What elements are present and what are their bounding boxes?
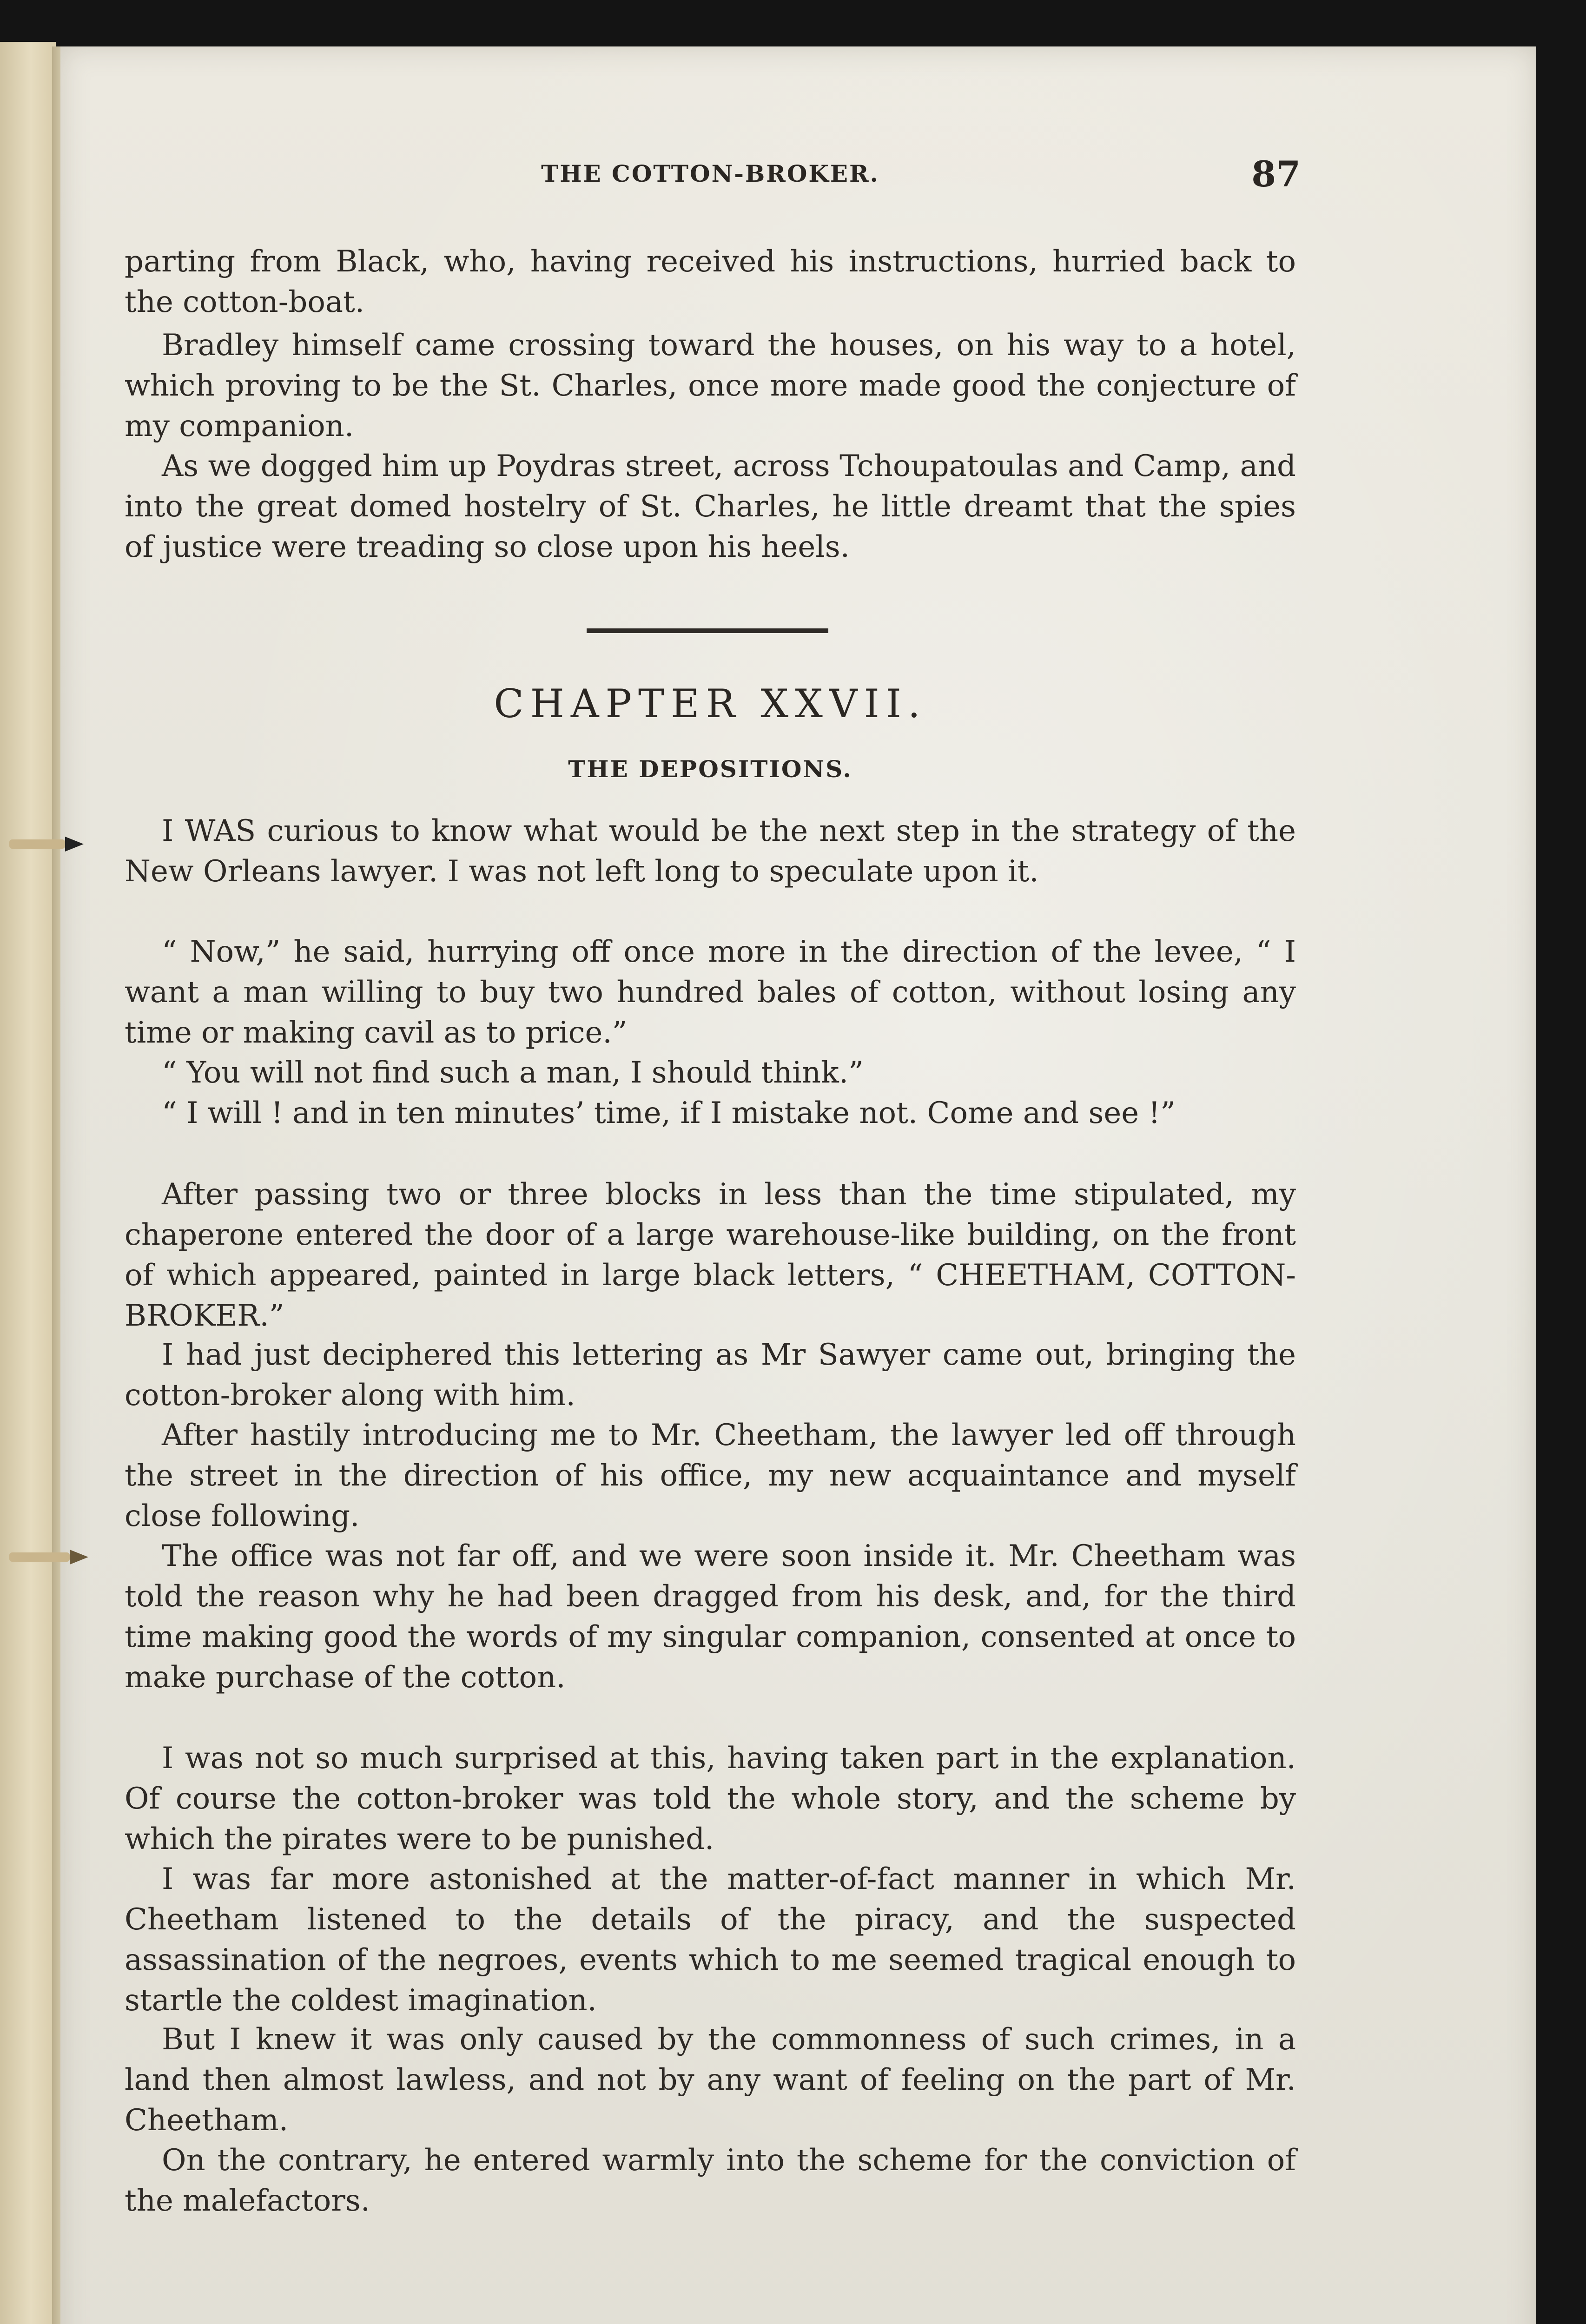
running-head-title: THE COTTON-BROKER. (541, 160, 879, 187)
binding-stitch-mark (70, 1550, 88, 1565)
paragraph: “ I will ! and in ten minutes’ time, if I mistake not. Come and see !” (162, 1096, 1176, 1130)
paragraph: parting from Black, who, having received his instructions, hurried back to the cotton-boat. (125, 244, 1296, 319)
binding-stitch-mark (65, 837, 84, 852)
paragraph: Bradley himself came crossing toward the houses, on his way to a hotel, which proving to be the St. Charles, once more made good the conjecture of my companion. (125, 328, 1296, 443)
paragraph: “ You will not find such a man, I should think.” (162, 1056, 864, 1090)
book-spine (0, 42, 56, 2324)
paragraph: I was far more astonished at the matter-of-fact manner in which Mr. Cheetham listened to the details of the piracy, and the suspected assassination of the negroes, events which to me seemed tragical enough to startle the coldest imagination. (125, 1862, 1296, 2018)
paragraph: I WAS curious to know what would be the next step in the strategy of the New Orleans lawyer. I was not left long to speculate upon it. (125, 814, 1296, 889)
chapter-subtitle: THE DEPOSITIONS. (568, 755, 852, 783)
paragraph: After hastily introducing me to Mr. Cheetham, the lawyer led off through the street in the direction of his office, my new acquaintance and myself close following. (125, 1418, 1296, 1533)
paragraph: On the contrary, he entered warmly into the scheme for the conviction of the malefactors. (125, 2143, 1296, 2218)
paragraph: I was not so much surprised at this, having taken part in the explanation. Of course the cotton-broker was told the whole story, and the scheme by which the pirates were to be punished. (125, 1741, 1296, 1856)
running-head (125, 153, 1301, 195)
chapter-heading: CHAPTER XXVII. (494, 681, 927, 726)
binding-stitch (9, 1552, 70, 1562)
paragraph: The office was not far off, and we were soon inside it. Mr. Cheetham was told the reason why he had been dragged from his desk, and, for the third time making good the words of my singular companion, consented at once to make purchase of the cotton. (125, 1539, 1296, 1695)
paragraph: But I knew it was only caused by the commonness of such crimes, in a land then almost lawless, and not by any want of feeling on the part of Mr. Cheetham. (125, 2022, 1296, 2138)
paragraph: I had just deciphered this lettering as Mr Sawyer came out, bringing the cotton-broker along with him. (125, 1338, 1296, 1413)
section-divider (587, 628, 828, 633)
binding-stitch (9, 839, 65, 849)
page-number: 87 (1251, 153, 1301, 195)
paragraph: After passing two or three blocks in less than the time stipulated, my chaperone entered the door of a large warehouse-like building, on the front of which appeared, painted in large black letters, “ CHEETHAM, COTTON-BROKER.” (125, 1177, 1296, 1333)
paragraph: “ Now,” he said, hurrying off once more in the direction of the levee, “ I want a man willing to buy two hundred bales of cotton, without losing any time or making cavil as to price.” (125, 935, 1296, 1050)
paragraph: As we dogged him up Poydras street, across Tchoupatoulas and Camp, and into the great domed hostelry of St. Charles, he little dreamt that the spies of justice were treading so close upon his heels. (125, 449, 1296, 564)
